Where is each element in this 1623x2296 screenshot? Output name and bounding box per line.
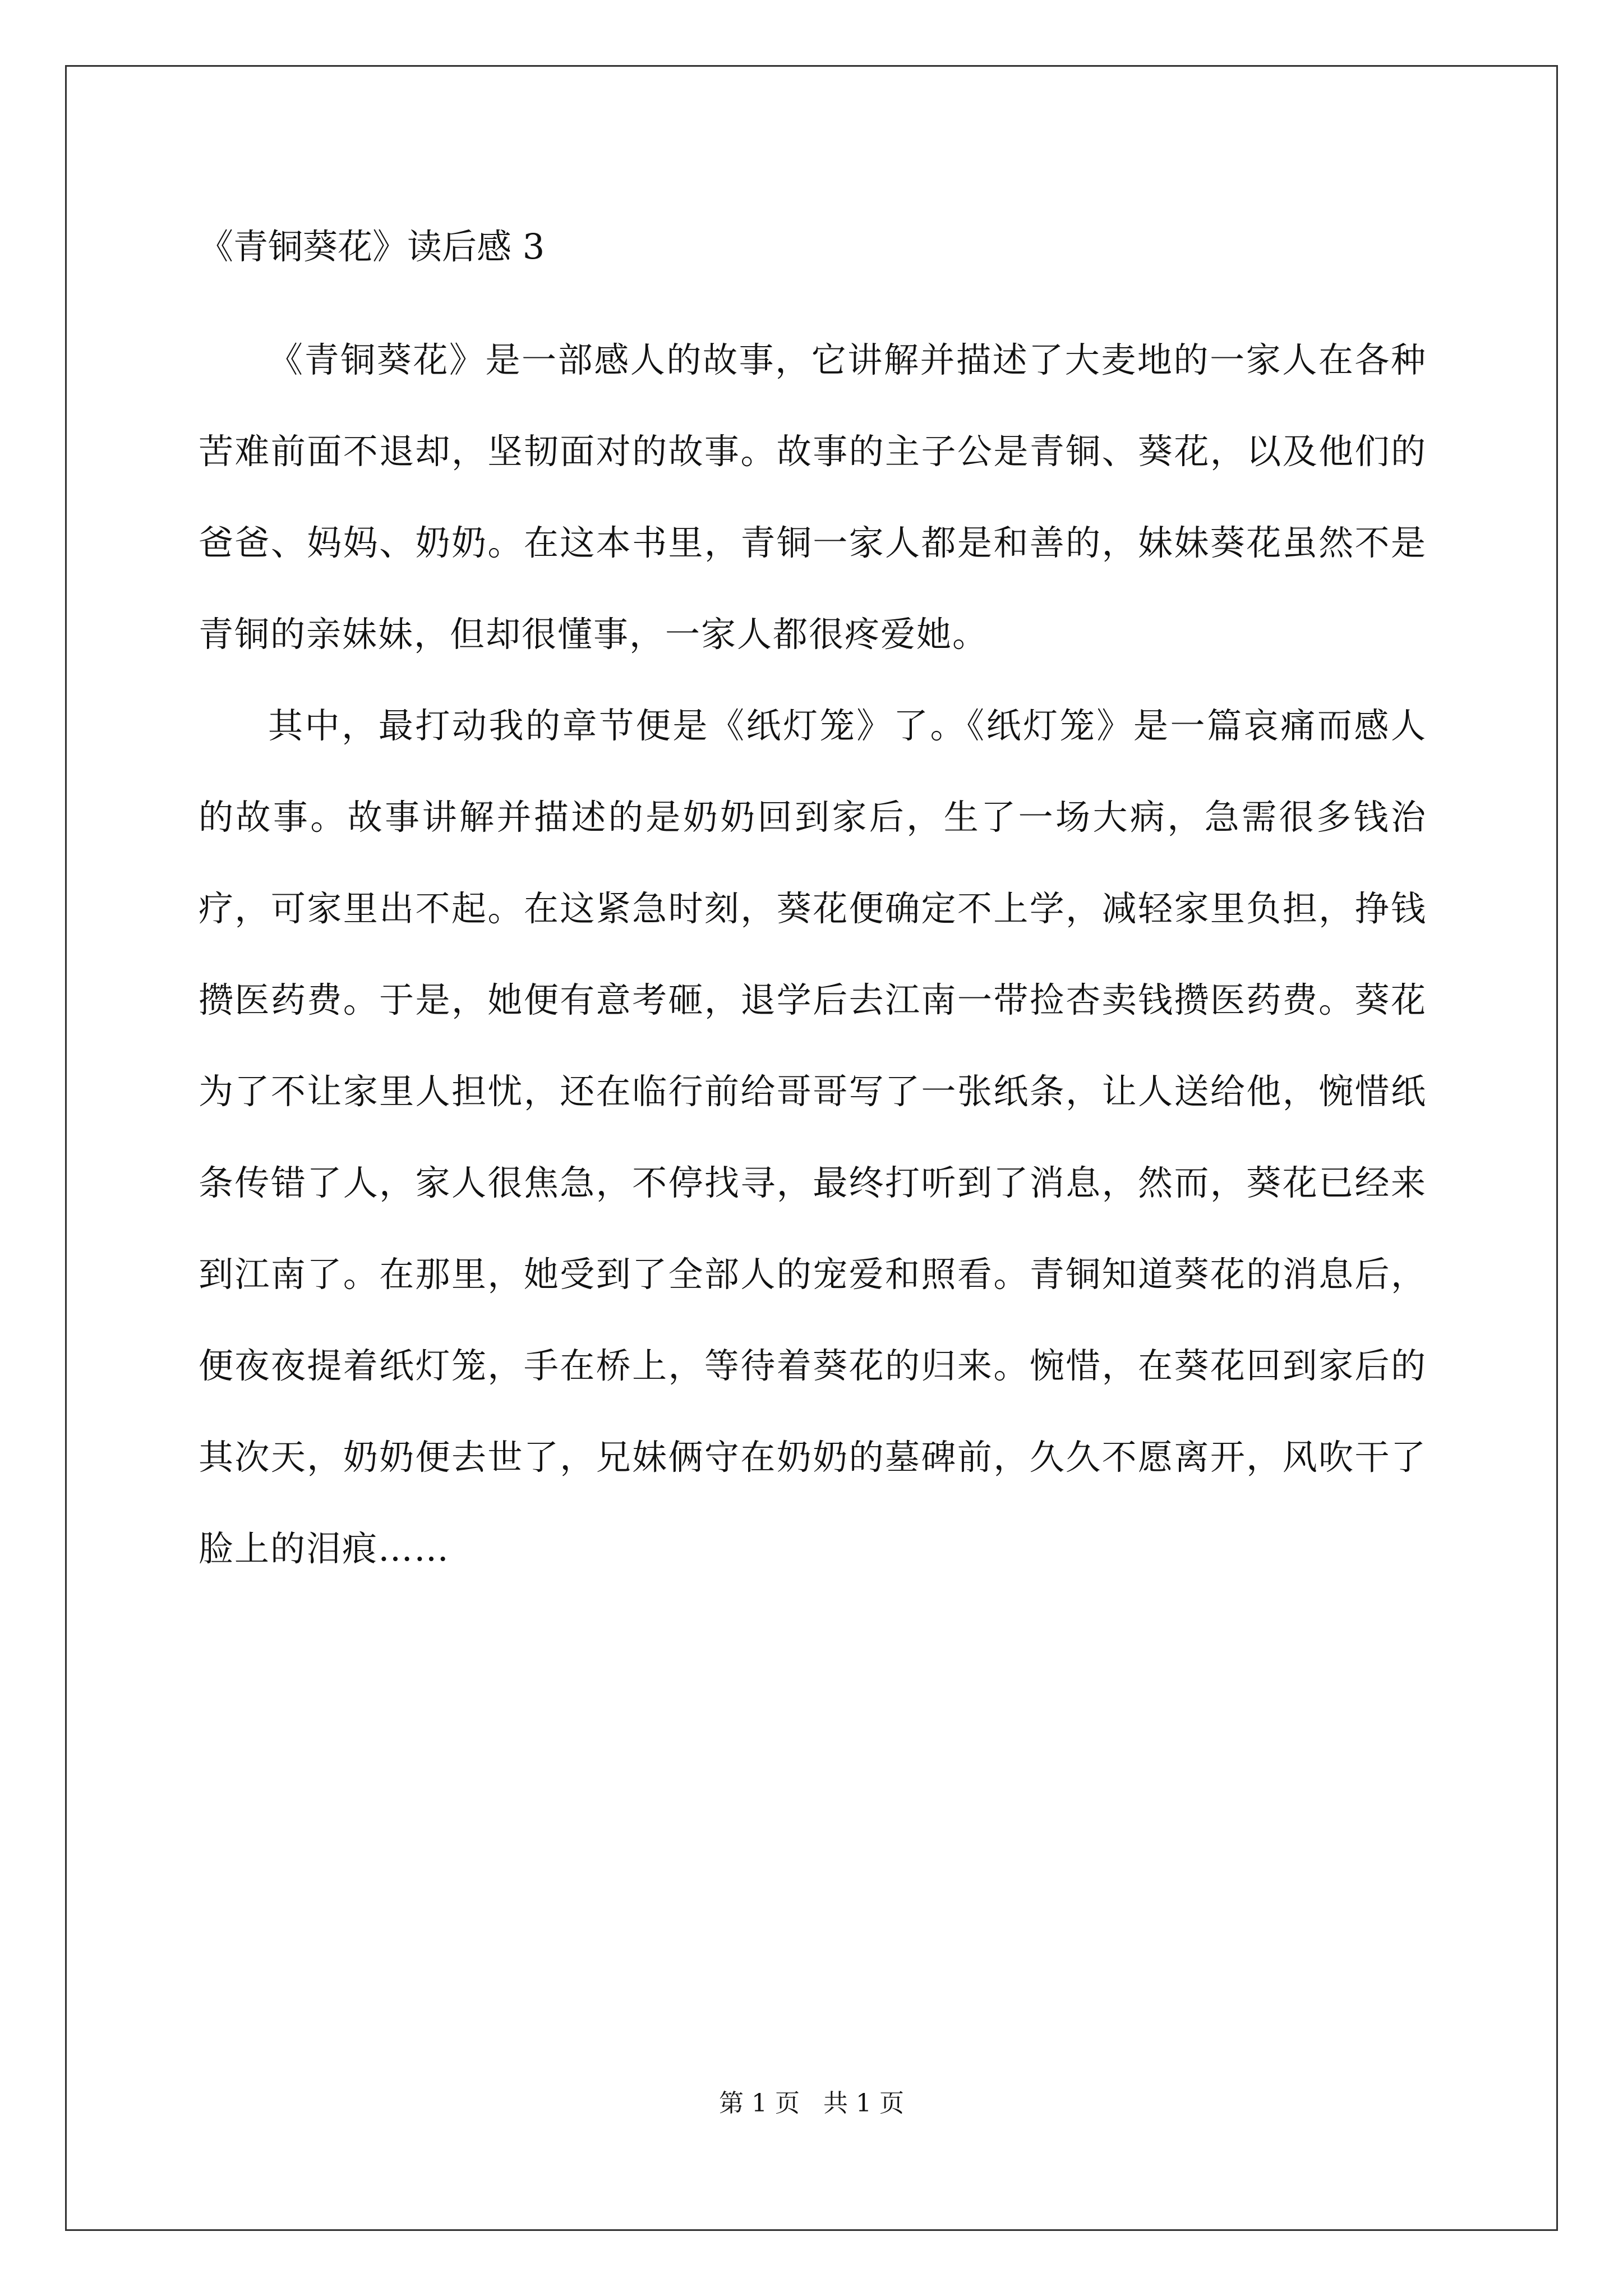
- paragraph-2: 其中，最打动我的章节便是《纸灯笼》了。《纸灯笼》是一篇哀痛而感人的故事。故事讲解并描述的是奶奶回到家后，生了一场大病，急需很多钱治疗，可家里出不起。在这紧急时刻，葵花便确定不上学，减轻家里负担，挣钱攒医药费。于是，她便有意考砸，退学后去江南一带捡杏卖钱攒医药费。葵花为了不让家里人担忧，还在临行前给哥哥写了一张纸条，让人送给他，惋惜纸条传错了人，家人很焦急，不停找寻，最终打听到了消息，然而，葵花已经来到江南了。在那里，她受到了全部人的宠爱和照看。青铜知道葵花的消息后，便夜夜提着纸灯笼，手在桥上，等待着葵花的归来。惋惜，在葵花回到家后的其次天，奶奶便去世了，兄妹俩守在奶奶的墓碑前，久久不愿离开，风吹干了脸上的泪痕……: [199, 705, 1427, 1569]
- document-body: [199, 314, 1427, 1594]
- paragraph-1: 《青铜葵花》是一部感人的故事，它讲解并描述了大麦地的一家人在各种苦难前面不退却，坚韧面对的故事。故事的主子公是青铜、葵花，以及他们的爸爸、妈妈、奶奶。在这本书里，青铜一家人都是和善的，妹妹葵花虽然不是青铜的亲妹妹，但却很懂事，一家人都很疼爱她。: [199, 339, 1427, 655]
- document-title: 《青铜葵花》读后感 3: [199, 226, 545, 267]
- page-number-footer: 第 1 页 共 1 页: [719, 2089, 904, 2118]
